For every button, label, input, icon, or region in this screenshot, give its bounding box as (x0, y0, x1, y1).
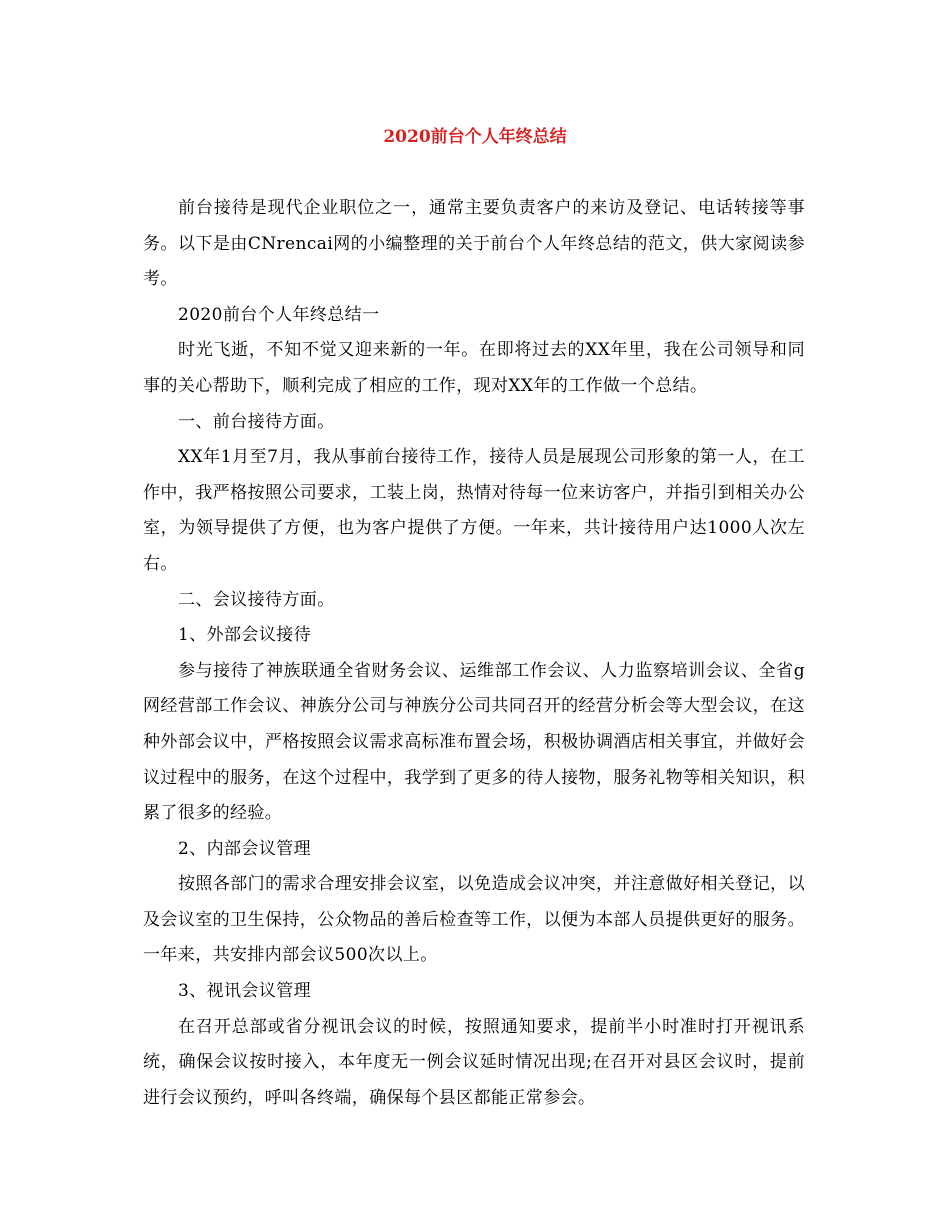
document-body (143, 191, 805, 1116)
opening-paragraph: 时光飞逝，不知不觉又迎来新的一年。在即将过去的XX年里，我在公司领导和同事的关心帮助下，顺利完成了相应的工作，现对XX年的工作做一个总结。 (143, 340, 805, 396)
video-meetings-paragraph: 在召开总部或省分视讯会议的时候，按照通知要求，提前半小时准时打开视讯系统，确保会议按时接入，本年度无一例会议延时情况出现;在召开对县区会议时，提前进行会议预约，呼叫各终端，确保每个县区都能正常参会。 (143, 1016, 805, 1108)
subheading-video-meetings: 3、视讯会议管理 (178, 981, 312, 1002)
internal-meetings-paragraph: 按照各部门的需求合理安排会议室，以免造成会议冲突，并注意做好相关登记，以及会议室的卫生保持，公众物品的善后检查等工作，以便为本部人员提供更好的服务。一年来，共安排内部会议500次以上。 (143, 874, 805, 966)
section-heading-summary-one: 2020前台个人年终总结一 (178, 304, 380, 325)
subheading-external-meetings: 1、外部会议接待 (178, 625, 312, 646)
intro-paragraph: 前台接待是现代企业职位之一，通常主要负责客户的来访及登记、电话转接等事务。以下是由CNrencai网的小编整理的关于前台个人年终总结的范文，供大家阅读参考。 (143, 198, 805, 290)
subheading-internal-meetings: 2、内部会议管理 (178, 838, 312, 859)
section-heading-meetings: 二、会议接待方面。 (178, 589, 335, 610)
external-meetings-paragraph: 参与接待了神族联通全省财务会议、运维部工作会议、人力监察培训会议、全省g网经营部工作会议、神族分公司与神族分公司共同召开的经营分析会等大型会议，在这种外部会议中，严格按照会议需求高标准布置会场，积极协调酒店相关事宜，并做好会议过程中的服务，在这个过程中，我学到了更多的待人接物，服务礼物等相关知识，积累了很多的经验。 (143, 660, 805, 824)
section-heading-reception: 一、前台接待方面。 (178, 411, 335, 432)
reception-paragraph: XX年1月至7月，我从事前台接待工作，接待人员是展现公司形象的第一人，在工作中，我严格按照公司要求，工装上岗，热情对待每一位来访客户，并指引到相关办公室，为领导提供了方便，也为客户提供了方便。一年来，共计接待用户达1000人次左右。 (143, 447, 805, 574)
document-title: 2020前台个人年终总结 (383, 127, 567, 147)
